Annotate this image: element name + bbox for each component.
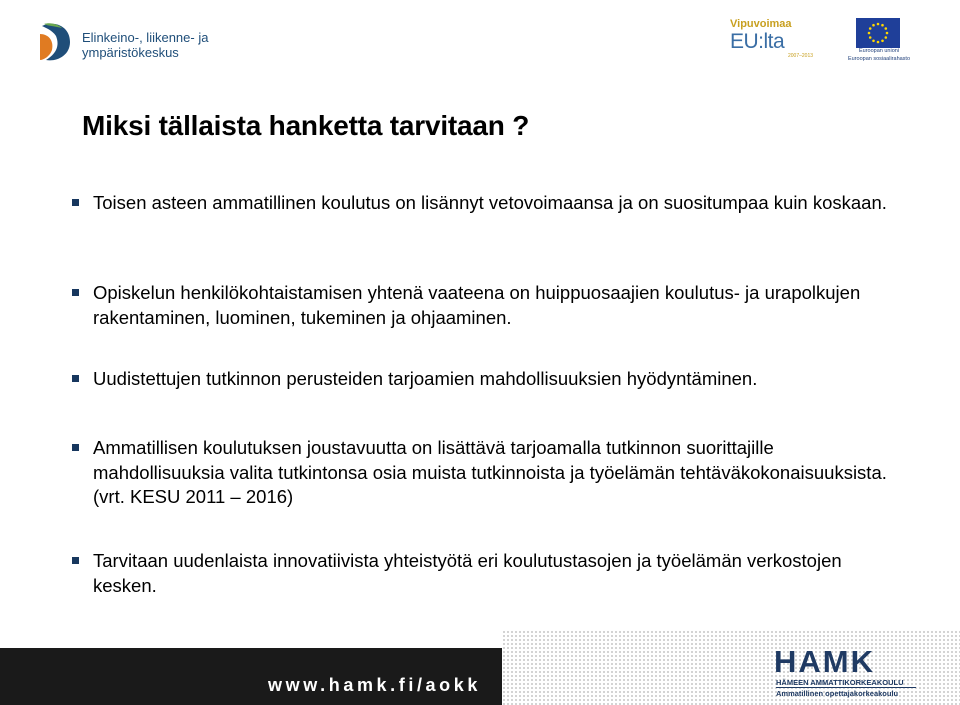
eu-flag-icon <box>856 18 900 48</box>
eu-logo <box>836 18 922 64</box>
ely-emblem-icon <box>36 20 76 64</box>
square-bullet-icon <box>72 557 79 564</box>
hamk-logo <box>770 645 920 701</box>
hamk-divider <box>776 687 916 688</box>
ely-line-1: Elinkeino-, liikenne- ja <box>82 30 209 45</box>
ely-logo-text <box>82 30 208 60</box>
bullet-text: Tarvitaan uudenlaista innovatiivista yhteistyötä eri koulutustasojen ja työelämän verkostojen kesken. <box>93 550 842 596</box>
vipuvoimaa-logo <box>730 18 820 62</box>
ely-logo <box>36 20 226 66</box>
bullet-text: Ammatillisen koulutuksen joustavuutta on lisättävä tarjoamalla tutkinnon suorittajille mahdollisuuksia valita tutkintonsa osia muista tutkinnoista ja työelämän tehtäväkokonaisuuksista. (vrt. KESU 2011 – 2016) <box>93 437 887 507</box>
eu-logo-line-2: Euroopan sosiaalirahasto <box>847 56 911 62</box>
bullet-text: Uudistettujen tutkinnon perusteiden tarjoamien mahdollisuuksien hyödyntäminen. <box>93 368 758 389</box>
hamk-wordmark: HAMK <box>774 644 875 679</box>
square-bullet-icon <box>72 444 79 451</box>
square-bullet-icon <box>72 375 79 382</box>
square-bullet-icon <box>72 289 79 296</box>
eu-logo-line-1: Euroopan unioni <box>858 48 900 54</box>
bullet-text: Opiskelun henkilökohtaistamisen yhtenä vaateena on huippuosaajien koulutus- ja urapolkujen rakentaminen, luominen, tukeminen ja ohjaaminen. <box>93 282 861 328</box>
hamk-subtitle-1: HÄMEEN AMMATTIKORKEAKOULU <box>776 678 904 687</box>
vipuvoimaa-years: 2007–2013 <box>788 53 814 59</box>
hamk-subtitle-2: Ammatillinen opettajakorkeakoulu <box>776 689 899 698</box>
vipuvoimaa-title: Vipuvoimaa <box>730 18 792 30</box>
vipuvoimaa-eu-text: EU:lta <box>730 30 785 53</box>
ely-line-2: ympäristökeskus <box>82 45 179 60</box>
slide-title: Miksi tällaista hanketta tarvitaan ? <box>82 110 530 141</box>
footer-url-link[interactable]: www.hamk.fi/aokk <box>268 675 481 695</box>
bullet-text: Toisen asteen ammatillinen koulutus on lisännyt vetovoimaansa ja on suositumpaa kuin koskaan. <box>93 192 887 213</box>
square-bullet-icon <box>72 199 79 206</box>
